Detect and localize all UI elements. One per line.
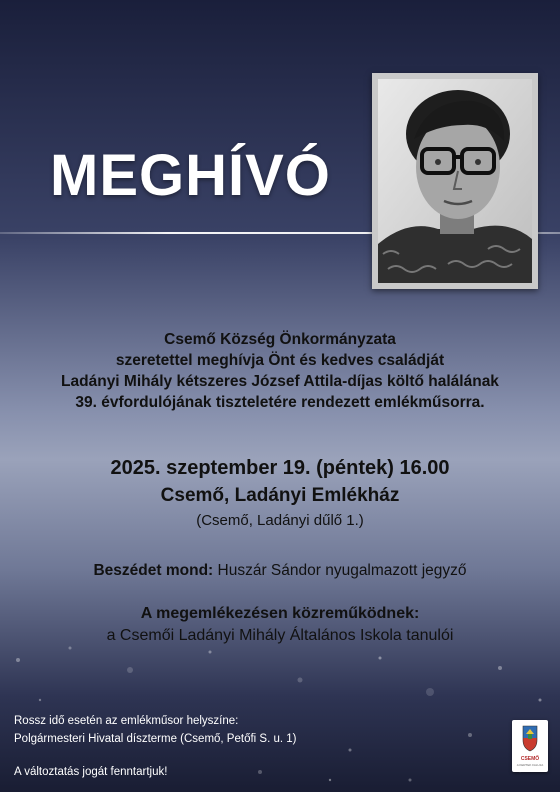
speech-line (0, 562, 560, 580)
intro-line-1: Csemő Község Önkormányzata (164, 331, 396, 348)
logo-name: CSEMŐ (520, 756, 540, 762)
portrait-photo (372, 73, 538, 289)
disclaimer-note: A változtatás jogát fenntartjuk! (14, 766, 168, 778)
event-venue: Csemő, Ladányi Emlékház (160, 485, 400, 506)
event-date-time: 2025. szeptember 19. (péntek) 16.00 (110, 457, 450, 479)
page-title: MEGHÍVÓ (50, 143, 331, 208)
speech-speaker: Huszár Sándor nyugalmazott jegyző (217, 562, 467, 579)
speech-label: Beszédet mond: (93, 562, 214, 579)
village-logo (512, 720, 548, 772)
invitation-text (0, 329, 560, 413)
portrait-image (378, 79, 532, 283)
bad-weather-note (14, 712, 297, 748)
intro-line-3: Ladányi Mihály kétszeres József Attila-díjas költő halálának (61, 373, 499, 390)
contributors-heading: A megemlékezésen közreműködnek: (140, 605, 420, 622)
bad-weather-line-1: Rossz idő esetén az emlékműsor helyszíne: (14, 715, 239, 727)
intro-line-4: 39. évfordulójának tiszteletére rendezett emlékműsorra. (75, 394, 485, 411)
coat-of-arms-icon (512, 720, 548, 756)
intro-line-2: szeretettel meghívja Önt és kedves családját (115, 352, 445, 369)
event-address: (Csemő, Ladányi dűlő 1.) (196, 512, 364, 529)
logo-subtitle: A KERTEK FALUJA (516, 763, 544, 767)
contributors-text: a Csemői Ladányi Mihály Általános Iskola tanulói (106, 627, 454, 644)
bad-weather-line-2: Polgármesteri Hivatal díszterme (Csemő, Petőfi S. u. 1) (14, 733, 297, 745)
